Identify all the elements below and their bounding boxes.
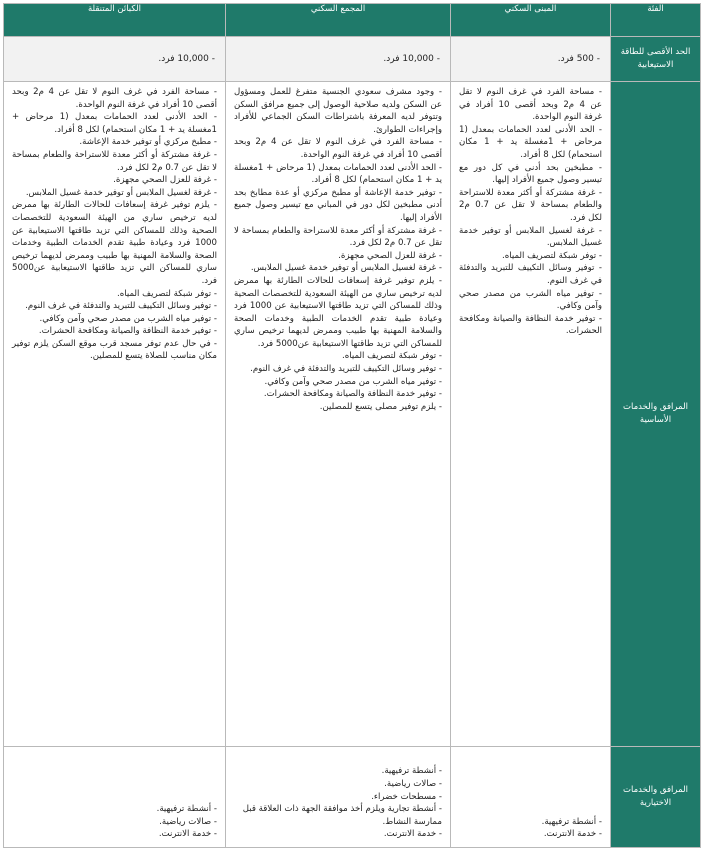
list-item: - مسطحات خضراء. (371, 791, 442, 802)
list-item: - غرفة لغسيل الملابس أو توفير خدمة غسيل الملابس. (459, 225, 602, 249)
list-item: - مطبخ مركزي أو توفير خدمة الإعاشة. (79, 137, 217, 148)
list-item: - صالات رياضية. (159, 816, 217, 827)
list-item: - يلزم توفير غرفة إسعافات للحالات الطارئة بها ممرض لديه ترخيص ساري من الهيئة السعودية للتخصصات الصحية وذلك للمساكن التي تزيد طاقتها الاستيعابية عن 1000 فرد وعيادة طبية تقدم الخدمات الطبية وخدمات الصحة والسلامة المهنية بها طبيب وممرض لديهما ترخيص ساري للمساكن التي تزيد طاقتها الاستيعابية عن5000 فرد. (234, 275, 442, 349)
capacity-building-value: - 500 فرد. (557, 54, 600, 64)
list-item: - غرفة مشتركة أو أكثر معدة للاستراحة والطعام بمساحة لا تقل عن 0.7 م2 لكل فرد. (12, 149, 217, 173)
essential-services-row (4, 82, 701, 747)
list-item: - توفير خدمة النظافة والصيانة ومكافحة الحشرات. (38, 326, 217, 337)
list-item: - غرفة لغسيل الملابس أو توفير خدمة غسيل الملابس. (250, 263, 442, 274)
essential-complex-cell (226, 82, 451, 747)
header-mobile-cabins: الكبائن المتنقلة (4, 4, 226, 37)
list-item: - توفير وسائل التكييف للتبريد والتدفئة في غرف النوم. (459, 263, 602, 286)
list-item: - مساحة الفرد في غرف النوم لا تقل عن 4 م2 وبحد أقصى 10 أفراد في غرفة النوم الواحدة. (12, 87, 217, 110)
list-item: - في حال عدم توفر مسجد قرب موقع السكن يلزم توفير مكان مناسب للصلاة يتسع للمصلين. (12, 338, 217, 362)
list-item: - أنشطة ترفيهية. (381, 766, 442, 777)
list-item: - غرفة لغسيل الملابس أو توفير خدمة غسيل الملابس. (25, 187, 217, 198)
essential-building-list (451, 82, 610, 338)
list-item: - الحد الأدنى لعدد الحمامات بمعدل (1 مرحاض + 1مغسلة يد + 1 مكان استحمام) لكل 8 أفراد. (459, 124, 602, 160)
list-item: - توفر شبكة لتصريف المياه. (502, 250, 602, 261)
list-item: - توفر شبكة لتصريف المياه. (117, 288, 217, 299)
list-item: - توفير مياه الشرب من مصدر صحي وآمن وكافي. (264, 376, 442, 387)
list-item: - توفير مياه الشرب من مصدر صحي وآمن وكافي. (39, 313, 217, 324)
essential-services-label: المرافق والخدمات الأساسية (611, 82, 701, 747)
list-item: - غرفة مشتركة أو أكثر معدة للاستراحة والطعام بمساحة لا تقل عن 0.7 م2 لكل فرد. (234, 225, 442, 249)
list-item: - وجود مشرف سعودي الجنسية متفرغ للعمل ومسؤول عن السكن ولديه صلاحية الوصول إلى جميع مرافق السكن وتتوفر لديه المعرفة باشتراطات السكن الجماعي للأفراد وإجراءات الطوارئ. (234, 87, 442, 135)
optional-complex-cell (226, 747, 451, 848)
list-item: - توفير خدمة الإعاشة أو مطبخ مركزي أو عدة مطابخ بحد أدنى مطبخين لكل دور في المباني مع تيسير وصول جميع الأفراد إليها. (234, 187, 442, 223)
housing-requirements-table (3, 3, 701, 848)
list-item: - خدمة الانترنت. (383, 829, 442, 840)
list-item: - أنشطة ترفيهية. (541, 816, 602, 827)
list-item: - يلزم توفير غرفة إسعافات للحالات الطارئة بها ممرض لديه ترخيص ساري من الهيئة السعودية للتخصصات الصحية وذلك للمساكن التي تزيد طاقتها الاستيعابية عن 1000 فرد وعيادة طبية تقدم الخدمات الطبية وخدمات الصحة والسلامة المهنية بها طبيب وممرض لديهما ترخيص ساري للمساكن التي تزيد طاقتها الاستيعابية عن5000 فرد. (12, 200, 217, 286)
capacity-complex-cell (226, 37, 451, 82)
list-item: - أنشطة تجارية ويلزم أخذ موافقة الجهة ذات العلاقة قبل ممارسة النشاط. (242, 804, 442, 827)
list-item: - توفير خدمة النظافة والصيانة ومكافحة الحشرات. (459, 313, 602, 337)
list-item: - مساحة الفرد في غرف النوم لا تقل عن 4 م2 وبحد أقصى 10 أفراد في غرفة النوم الواحدة. (459, 87, 603, 123)
header-category: الفئة (611, 4, 701, 37)
capacity-mobile-value: - 10,000 فرد. (158, 54, 215, 64)
essential-building-cell (451, 82, 611, 747)
list-item: - خدمة الانترنت. (158, 829, 217, 840)
list-item: - الحد الأدنى لعدد الحمامات بمعدل (1 مرحاض + 1مغسلة يد + 1 مكان استحمام) لكل 8 أفراد. (12, 112, 217, 135)
capacity-label: الحد الأقصى للطاقة الاستيعابية (611, 37, 701, 82)
header-row (4, 4, 701, 37)
capacity-mobile-cell (4, 37, 226, 82)
list-item: - توفير وسائل التكييف للتبريد والتدفئة في غرف النوم. (25, 301, 217, 312)
capacity-building-cell (451, 37, 611, 82)
capacity-complex-value: - 10,000 فرد. (383, 54, 440, 64)
list-item: - توفير وسائل التكييف للتبريد والتدفئة في غرف النوم. (250, 364, 442, 375)
essential-mobile-cell (4, 82, 226, 747)
essential-complex-list (226, 82, 450, 413)
list-item: - صالات رياضية. (384, 779, 442, 790)
header-residential-complex: المجمع السكني (226, 4, 451, 37)
header-residential-building: المبنى السكني (451, 4, 611, 37)
optional-complex-list (226, 761, 450, 847)
essential-mobile-list (4, 82, 225, 363)
list-item: - مطبخين بحد أدنى في كل دور مع تيسير وصول جميع الأفراد إليها. (459, 162, 602, 186)
list-item: - غرفة للعزل الصحي مجهزة. (338, 250, 442, 261)
list-item: - يلزم توفير مصلى يتسع للمصلين. (319, 401, 442, 412)
optional-mobile-cell (4, 747, 226, 848)
list-item: - غرفة للعزل الصحي مجهزة. (113, 175, 217, 186)
list-item: - أنشطة ترفيهية. (156, 804, 217, 815)
optional-services-label: المرافق والخدمات الاختيارية (611, 747, 701, 848)
list-item: - مساحة الفرد في غرف النوم لا تقل عن 4 م2 وبحد أقصى 10 أفراد في غرفة النوم الواحدة. (234, 137, 442, 160)
list-item: - توفر شبكة لتصريف المياه. (342, 351, 442, 362)
list-item: - الحد الأدنى لعدد الحمامات بمعدل (1 مرحاض + 1مغسلة يد + 1 مكان استحمام) لكل 8 أفراد. (234, 162, 442, 186)
optional-building-list (451, 812, 610, 847)
capacity-row (4, 37, 701, 82)
optional-services-row (4, 747, 701, 848)
optional-building-cell (451, 747, 611, 848)
optional-mobile-list (4, 799, 225, 847)
list-item: - غرفة مشتركة أو أكثر معدة للاستراحة والطعام بمساحة لا تقل عن 0.7 م2 لكل فرد. (459, 187, 602, 223)
list-item: - توفير خدمة النظافة والصيانة ومكافحة الحشرات. (263, 389, 442, 400)
list-item: - توفير مياه الشرب من مصدر صحي وآمن وكافي. (459, 288, 602, 312)
list-item: - خدمة الانترنت. (543, 829, 602, 840)
